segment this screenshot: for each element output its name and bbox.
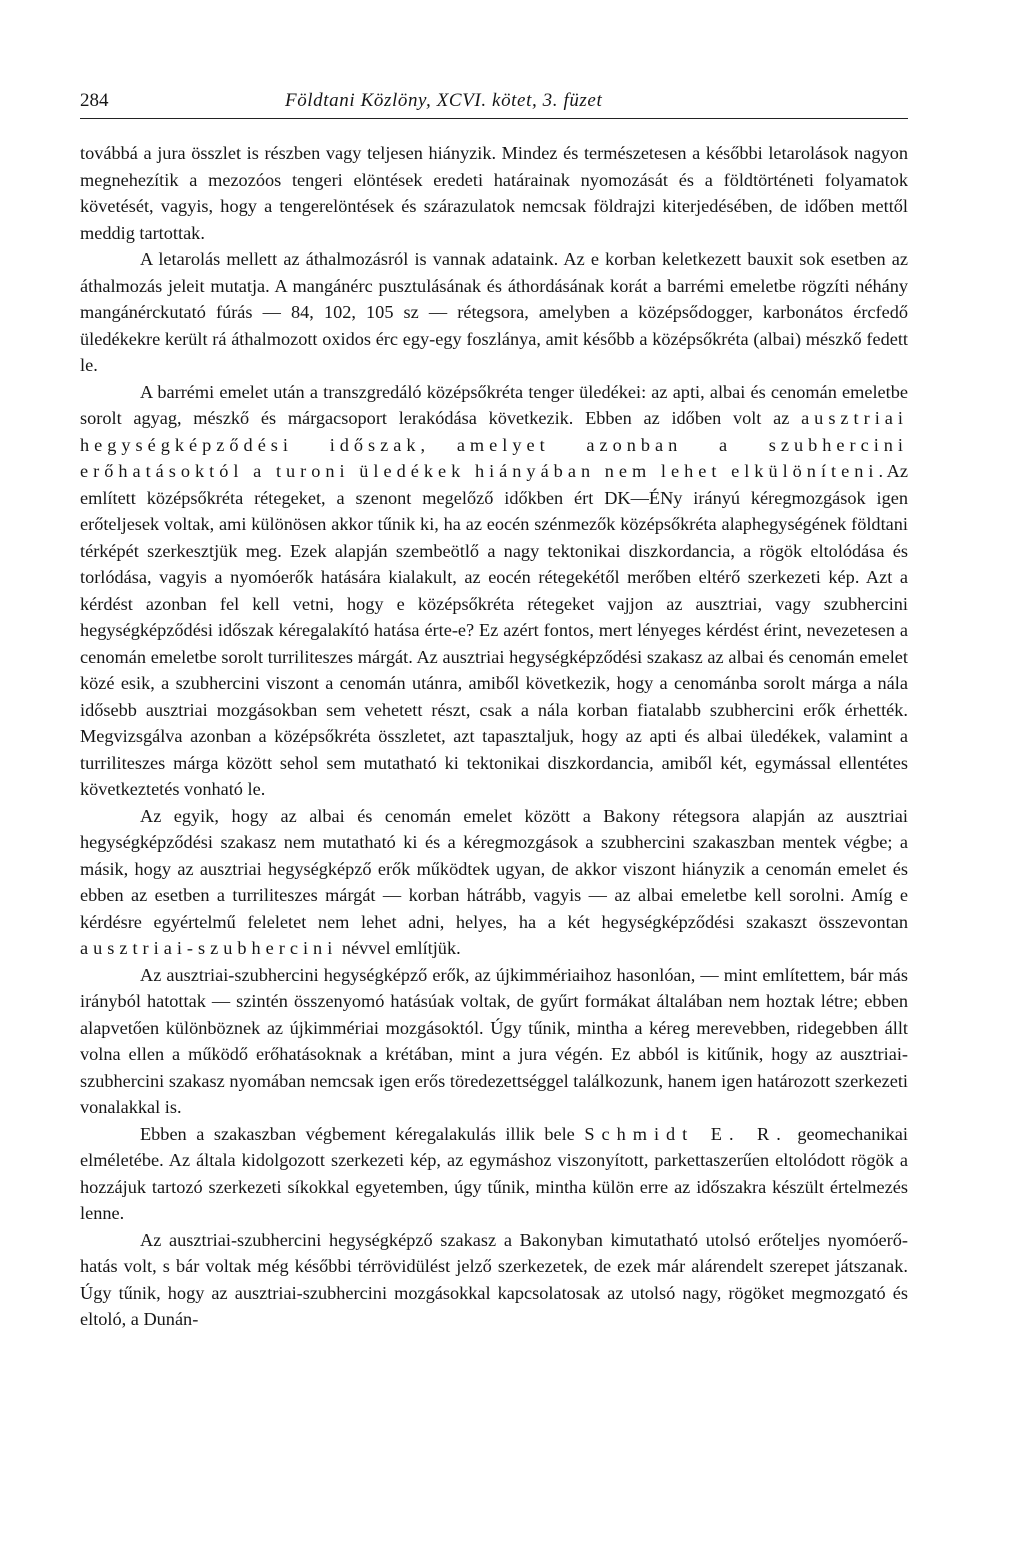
- paragraph-text: geomechanikai elméletébe. Az általa kidolgozott szerkezeti kép, az egymáshoz viszonyított, parkettaszerűen eltolódott rögök a hozzájuk tartozó szerkezeti síkokkal egyetemben, úgy tűnik, mintha külön erre az időszakra készült értelmezés lenne.: [80, 1123, 908, 1223]
- paragraph-text: továbbá a jura összlet is részben vagy teljesen hiányzik. Mindez és természetesen a későbbi letarolások nagyon megnehezítik a mezozóos tengeri elöntések eredeti határainak nyomozását és a földtörténeti folyamatok követését, vagyis, hogy a tengerelöntések és szárazulatok nemcsak földrajzi kiterjedésében, de időben mettől meddig tartottak.: [80, 143, 908, 243]
- paragraph-text: ,: [420, 434, 457, 455]
- page-number: 284: [80, 90, 109, 111]
- emphasized-text: amelyet azonban a szubhercini erőhatásoktól a turoni üledékek hiányában nem lehet elkülöníteni: [80, 434, 909, 481]
- running-head: [80, 88, 908, 119]
- paragraph: [80, 803, 908, 962]
- journal-page: [80, 88, 908, 1333]
- paragraph-text: A letarolás mellett az áthalmozásról is vannak adataink. Az e korban keletkezett bauxit sok esetben az áthalmozás jeleit mutatja. A mangánérc pusztulásának és áthordásának korát a barrémi emeletbe rögzíti néhány mangánérckutató fúrás — 84, 102, 105 sz — rétegsora, amelyben a középsődogger, karbonátos ércfedő üledékekre került rá áthalmozott oxidos érc egy-egy foszlánya, amit később a középsőkréta (albai) mészkő fedett le.: [80, 249, 908, 375]
- emphasized-text: Schmidt E. R.: [584, 1123, 788, 1144]
- article-body: [80, 140, 908, 1333]
- paragraph-text: Ebben a szakaszban végbement kéregalakulás illik bele: [140, 1123, 585, 1144]
- paragraph-text: Az egyik, hogy az albai és cenomán emelet között a Bakony rétegsora alapján az ausztriai hegységképződési szakasz nem mutatható ki és a kéregmozgások a szubhercini szakaszban mentek végbe; a másik, hogy az ausztriai hegységképző erők működtek ugyan, de akkor viszont hiányzik a cenomán emelet és ebben az esetben a turriliteszes márgát — korban hátrább, vagyis — az albai emeletbe kell sorolni. Amíg e kérdésre egyértelmű feleletet nem lehet adni, helyes, ha a két hegységképződési szakaszt összevontan: [80, 805, 908, 932]
- paragraph: [80, 1227, 908, 1333]
- emphasized-text: ausztriai hegységképződési időszak: [80, 408, 908, 455]
- paragraph-text: névvel említjük.: [337, 938, 461, 958]
- paragraph: [80, 246, 908, 379]
- paragraph: [80, 1121, 908, 1227]
- paragraph-text: Az ausztriai-szubhercini hegységképző erők, az újkimmériaihoz hasonlóan, — mint említettem, bár más irányból hatottak — szintén összenyomó hatásúak voltak, de gyűrt formákat általában nem hoztak létre; ebben alapvetően különböznek az újkimmériai mozgásoktól. Úgy tűnik, mintha a kéreg merevebben, ridegebben állt volna ellen a működő erőhatásoknak a krétában, mint a jura végén. Ez abból is kitűnik, hogy az ausztriai-szubhercini szakasz nyomában nemcsak igen erős töredezettséggel találkozunk, hanem igen határozott szerkezeti vonalakkal is.: [80, 964, 908, 1117]
- journal-title: Földtani Közlöny, XCVI. kötet, 3. füzet: [285, 90, 603, 111]
- paragraph: [80, 379, 908, 803]
- paragraph: [80, 962, 908, 1121]
- paragraph-text: . Az említett középsőkréta rétegeket, a szenont megelőző időkben ért DK—ÉNy irányú kéregmozgások igen erőteljesek voltak, ami különösen akkor tűnik ki, ha az eocén szénmezők középsőkréta alaphegységének földtani térképét szerkesztjük meg. Ezek alapján szembeötlő a nagy tektonikai diszkordancia, a rögök eltolódása és torlódása, vagyis a nyomóerők hatására kialakult, az eocén rétegekétől merőben eltérő szerkezeti kép. Azt a kérdést azonban fel kell vetni, hogy e középsőkréta rétegeket vajjon az ausztriai, vagy szubhercini hegységképződési időszak kéregalakító hatása érte-e? Ez azért fontos, mert lényeges kérdést érint, nevezetesen a cenomán emeletbe sorolt turriliteszes márgát. Az ausztriai hegységképződési szakasz az albai és cenomán emelet közé esik, a szubhercini viszont a cenomán utánra, amiből következik, hogy a cenománba sorolt márga a nála idősebb ausztriai mozgásokban sem vehetett részt, csak a nála korban fiatalabb szubhercini erők érhették. Megvizsgálva azonban a középsőkréta összletet, azt tapasztaljuk, hogy az apti és albai üledékek, valamint a turriliteszes márga között sehol sem mutatható ki tektonikai diszkordancia, amiből két, egymással ellentétes következtetés vonható le.: [80, 461, 908, 799]
- paragraph-text: A barrémi emelet után a transzgredáló középsőkréta tenger üledékei: az apti, albai és cenomán emeletbe sorolt agyag, mészkő és márgacsoport lerakódása következik. Ebben az időben volt az: [80, 381, 908, 428]
- emphasized-text: ausztriai-szubhercini: [80, 938, 338, 958]
- paragraph: [80, 140, 908, 246]
- paragraph-text: Az ausztriai-szubhercini hegységképző szakasz a Bakonyban kimutatható utolsó erőteljes nyomóerő-hatás volt, s bár voltak még későbbi térrövidülést jelző szerkezetek, de ezek már alárendelt szerepet játszanak. Úgy tűnik, hogy az ausztriai-szubhercini mozgásokkal kapcsolatosak az utolsó nagy, rögöket megmozgató és eltoló, a Dunán-: [80, 1229, 908, 1329]
